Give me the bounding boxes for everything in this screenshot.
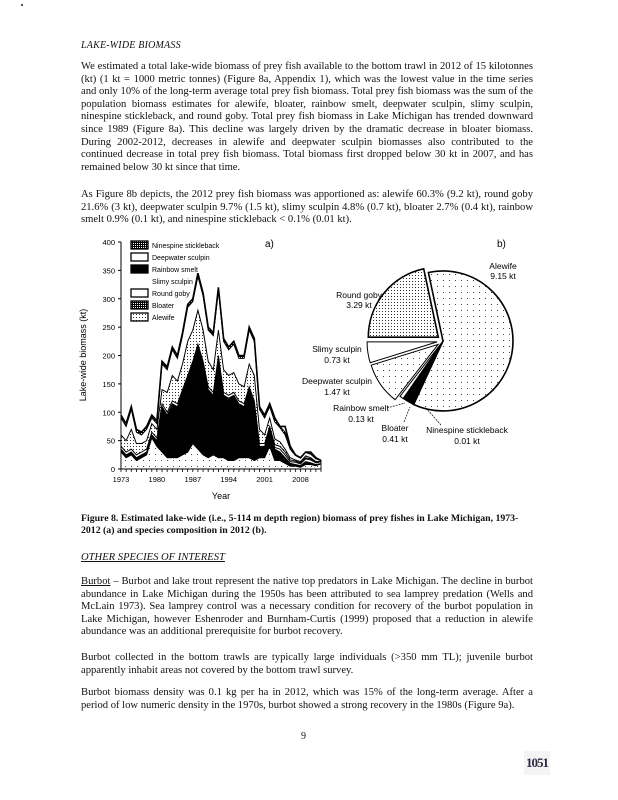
- y-tick-label: 50: [106, 436, 115, 446]
- x-tick-label: 1980: [148, 475, 166, 484]
- pie-slices: [367, 269, 513, 411]
- x-tick-label: 1987: [184, 475, 202, 484]
- legend-label: Alewife: [152, 315, 175, 322]
- pie-value-rainbow-smelt: 0.13 kt: [348, 414, 374, 424]
- pie-value-slimy-sculpin: 0.73 kt: [324, 355, 350, 365]
- figure-8: [75, 235, 545, 505]
- burbot-label: Burbot: [81, 576, 111, 587]
- paragraph-apportionment: As Figure 8b depicts, the 2012 prey fish biomass was apportioned as: alewife 60.3% (9.2 kt), round goby 21.6% (3 kt), deepwater sculpin 9.7% (1.5 kt), slimy sculpin 4.8% (0.7 kt), bloater 2.7% (0.4 kt), rainbow smelt 0.9% (0.1 kt), and ninespine stickleback < 0.1% (0.01 kt).: [81, 189, 533, 226]
- x-axis-title: Year: [211, 491, 231, 501]
- section-heading: LAKE-WIDE BIOMASS: [81, 40, 181, 51]
- pie-value-bloater: 0.41 kt: [382, 434, 408, 444]
- x-tick-label: 1994: [220, 475, 238, 484]
- paragraph-lake-wide-biomass: We estimated a total lake-wide biomass of prey fish available to the bottom trawl in 2012 of 15 kilotonnes (kt) (1 kt = 1000 metric tonnes) (Figure 8a, Appendix 1), which was the lowest value in the time series and only 10% of the long-term average total prey fish biomass. Total prey fish biomass was the sum of the population biomass estimates for alewife, bloater, rainbow smelt, deepwater sculpin, slimy sculpin, ninespine stickleback, and round goby. Total prey fish biomass in Lake Michigan has trended downward since 1989 (Figure 8a). This decline was largely driven by the dramatic decrease in bloater biomass. During 2002-2012, decreases in alewife and deepwater sculpin biomasses also contributed to the continued decrease in total prey fish biomass. Total biomass first dropped below 30 kt in 2007, and has remained below 30 kt since that time.: [81, 61, 533, 173]
- x-tick-label: 2008: [292, 475, 309, 484]
- y-axis-title: Lake-wide biomass (kt): [78, 308, 88, 402]
- pie-label-ninespine: Ninespine stickleback: [426, 425, 508, 435]
- leader-rainbow-smelt: [387, 403, 405, 408]
- pie-label-rainbow-smelt: Rainbow smelt: [333, 403, 389, 413]
- y-tick-label: 350: [102, 266, 115, 276]
- x-tick-label: 2001: [256, 475, 273, 484]
- area-series: [121, 273, 321, 469]
- page-number: 9: [301, 731, 306, 742]
- legend-label: Bloater: [152, 303, 175, 310]
- pie-chart: [302, 239, 517, 446]
- pie-label-slimy-sculpin: Slimy sculpin: [312, 344, 362, 354]
- pie-label-alewife: Alewife: [489, 261, 517, 271]
- pie-value-deepwater-sculpin: 1.47 kt: [324, 387, 350, 397]
- legend-label: Deepwater sculpin: [152, 255, 210, 262]
- pie-slice-round-goby: [368, 269, 438, 337]
- leader-bloater: [404, 407, 410, 422]
- legend-swatch: [131, 289, 148, 297]
- pie-value-round-goby: 3.29 kt: [346, 300, 372, 310]
- legend-label: Rainbow smelt: [152, 267, 198, 274]
- paragraph-burbot-biomass: Burbot biomass density was 0.1 kg per ha in 2012, which was 15% of the long-term average. After a period of low numeric density in the 1970s, burbot showed a strong recovery in the 1980s (Figure 9a).: [81, 687, 533, 711]
- legend-swatch: [131, 265, 148, 273]
- pie-label-round-goby: Round goby: [336, 290, 382, 300]
- x-tick-label: 1973: [112, 475, 130, 484]
- bates-stamp: 1051: [524, 751, 550, 775]
- pie-value-ninespine: 0.01 kt: [454, 436, 480, 446]
- legend-swatch: [131, 253, 148, 261]
- y-tick-label: 150: [102, 379, 115, 389]
- stacked-area-chart: [78, 238, 321, 501]
- x-ticks: [113, 469, 321, 484]
- paragraph-burbot-trawls: Burbot collected in the bottom trawls are typically large individuals (>350 mm TL); juvenile burbot apparently inhabit areas not covered by the bottom trawl survey.: [81, 652, 533, 676]
- pie-label-bloater: Bloater: [381, 423, 409, 433]
- subheading-other-species: OTHER SPECIES OF INTEREST: [81, 552, 225, 563]
- scan-artifact: [21, 4, 23, 6]
- pie-label-deepwater-sculpin: Deepwater sculpin: [302, 376, 372, 386]
- legend-swatch: [131, 313, 148, 321]
- y-tick-label: 0: [110, 465, 115, 474]
- panel-b-label: b): [497, 239, 506, 250]
- legend-label: Ninespine stickleback: [152, 243, 220, 250]
- pie-value-alewife: 9.15 kt: [490, 271, 516, 281]
- y-tick-label: 300: [102, 294, 115, 304]
- burbot-intro-text: – Burbot and lake trout represent the native top predators in Lake Michigan. The decline in burbot abundance in Lake Michigan during the 1950s has been attributed to sea lamprey predation (Wells and McLain 1973). Sea lamprey control was a necessary condition for recovery of the burbot population in Lake Michigan, however Eshenroder and Burnham-Curtis (1999) proposed that a reduction in alewife abundance was an additional prerequisite for burbot recovery.: [81, 576, 533, 638]
- figure-caption: Figure 8. Estimated lake-wide (i.e., 5-114 m depth region) biomass of prey fishes in Lake Michigan, 1973-2012 (a) and species composition in 2012 (b).: [81, 513, 519, 536]
- y-tick-label: 250: [102, 323, 115, 333]
- figure-8-svg: [75, 235, 545, 505]
- legend-label: Slimy sculpin: [152, 279, 193, 286]
- legend-swatch: [131, 301, 148, 309]
- y-tick-label: 400: [102, 238, 115, 247]
- panel-a-label: a): [265, 239, 274, 250]
- y-ticks: [102, 238, 121, 474]
- legend-swatch: [131, 241, 148, 249]
- legend-label: Round goby: [152, 291, 190, 298]
- paragraph-burbot-intro: [81, 576, 533, 639]
- chart-legend: [131, 241, 220, 322]
- y-tick-label: 100: [102, 408, 115, 418]
- y-tick-label: 200: [102, 351, 115, 361]
